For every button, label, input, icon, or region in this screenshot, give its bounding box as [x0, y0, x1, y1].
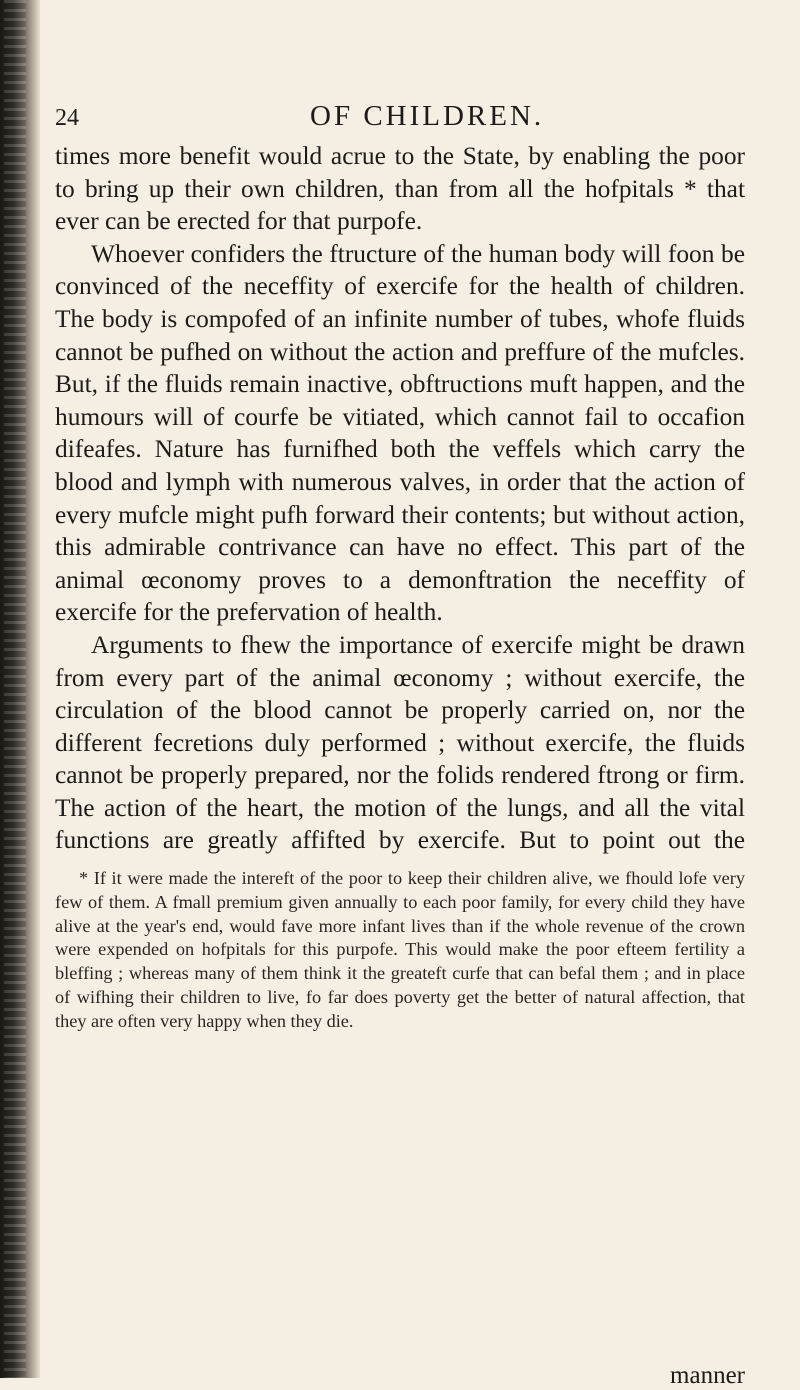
book-page — [55, 100, 745, 1389]
paragraph-continued: times more benefit would acrue to the State, by enabling the poor to bring up their own children, than from all the hofpitals * that ever can be erected for that purpofe. — [55, 142, 745, 236]
body-text — [55, 140, 745, 857]
binding-edge — [4, 0, 26, 1378]
page-number: 24 — [55, 105, 79, 131]
paragraph-arguments: Arguments to fhew the importance of exercife might be drawn from every part of the animal œconomy ; without exercife, the circulation of the blood cannot be properly carried on, nor the different fecretions duly performed ; without exercife, the fluids cannot be properly prepared, nor the folids rendered ftrong or firm. The action of the heart, the motion of the lungs, and all the vital functions are greatly affifted by exercife. But to point out the — [55, 630, 745, 855]
running-head: OF CHILDREN. — [310, 100, 545, 132]
footnote — [55, 867, 745, 1034]
catchword: manner — [670, 1362, 745, 1389]
page-header — [55, 100, 745, 140]
footnote-text: * If it were made the intereft of the poor to keep their children alive, we fhould lofe very few of them. A fmall premium given annually to each poor family, for every child they have alive at the year's end, would fave more infant lives than if the whole revenue of the crown were expended on hofpitals for this purpofe. This would make the poor efteem fertility a bleffing ; whereas many of them think it the greateft curfe that can befal them ; and in place of wifhing their children to live, fo far does poverty get the better of natural affection, that they are often very happy when they die. — [55, 868, 745, 1031]
paragraph-exercise-structure: Whoever confiders the ftructure of the human body will foon be convinced of the neceffity of exercife for the health of children. The body is compofed of an infinite number of tubes, whofe fluids cannot be pufhed on without the action and preffure of the mufcles. But, if the fluids remain inactive, obftructions muft happen, and the humours will of courfe be vitiated, which cannot fail to occafion difeafes. Nature has furnifhed both the veffels which carry the blood and lymph with numerous valves, in order that the action of every mufcle might pufh forward their contents; but without action, this admirable contrivance can have no effect. This part of the animal œconomy proves to a demonftration the neceffity of exercife for the prefervation of health. — [55, 239, 745, 627]
